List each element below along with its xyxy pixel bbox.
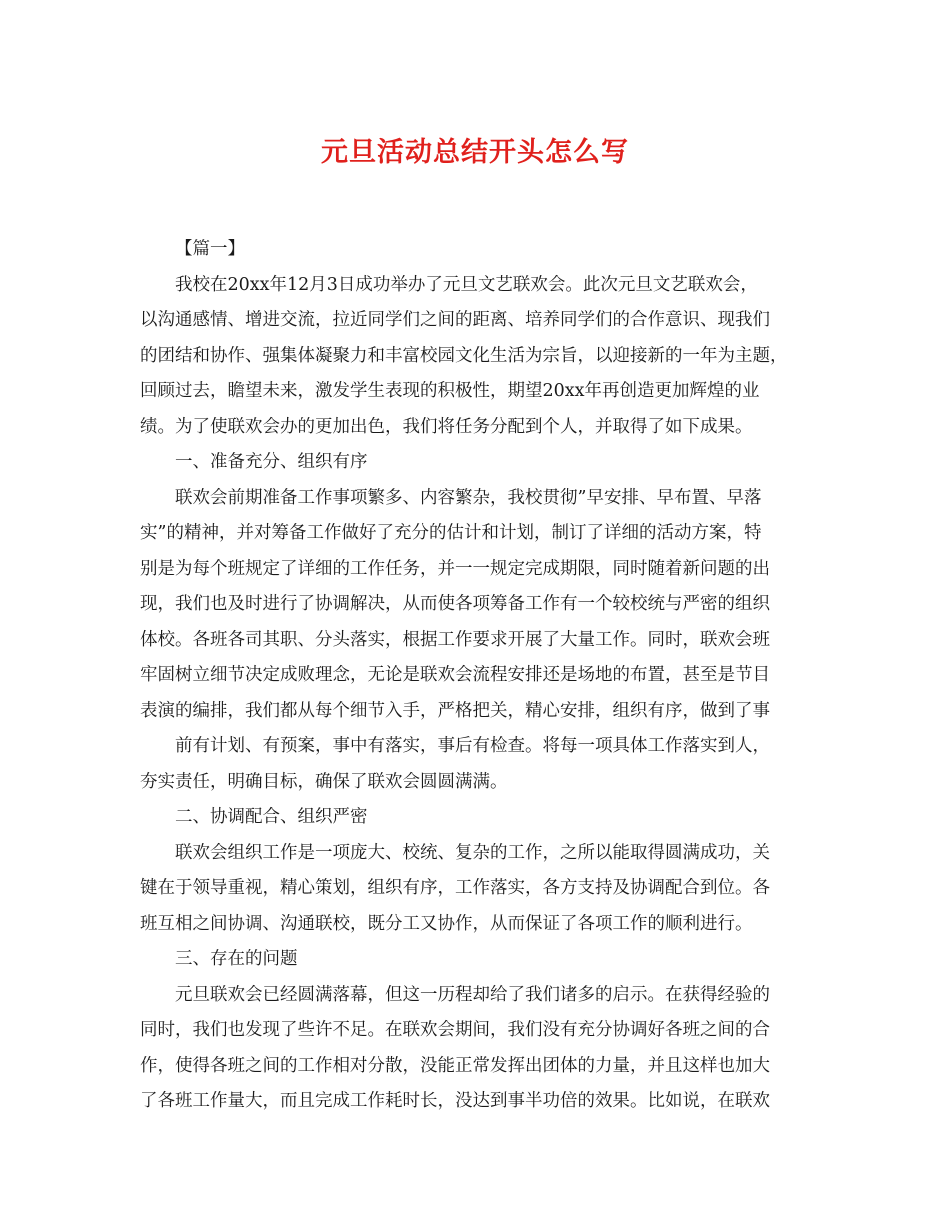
text-line: 实”的精神，并对筹备工作做好了充分的估计和计划，制订了详细的活动方案，特 <box>140 523 762 543</box>
text-line: 一、准备充分、组织有序 <box>175 452 368 472</box>
text-line: 班互相之间协调、沟通联校，既分工又协作，从而保证了各项工作的顺利进行。 <box>140 913 753 934</box>
text-line: 作，使得各班之间的工作相对分散，没能正常发挥出团体的力量，并且这样也加大 <box>140 1055 770 1076</box>
text-line: 同时，我们也发现了些许不足。在联欢会期间，我们没有充分协调好各班之间的合 <box>140 1020 770 1040</box>
text-line: 夯实责任，明确目标，确保了联欢会圆圆满满。 <box>140 771 508 792</box>
text-line: 【篇一】 <box>175 239 245 259</box>
text-line: 前有计划、有预案，事中有落实，事后有检查。将每一项具体工作落实到人， <box>175 736 770 756</box>
text-line: 别是为每个班规定了详细的工作任务，并一一规定完成期限，同时随着新问题的出 <box>140 558 770 579</box>
text-line: 体校。各班各司其职、分头落实，根据工作要求开展了大量工作。同时，联欢会班 <box>140 629 770 650</box>
text-line: 表演的编排，我们都从每个细节入手，严格把关，精心安排，组织有序，做到了事 <box>140 700 770 721</box>
document-title: 元旦活动总结开头怎么写 <box>321 137 629 168</box>
text-line: 联欢会组织工作是一项庞大、校统、复杂的工作，之所以能取得圆满成功，关 <box>175 842 770 863</box>
text-line: 我校在20xx年12月3日成功举办了元旦文艺联欢会。此次元旦文艺联欢会， <box>175 274 758 295</box>
text-line: 回顾过去，瞻望未来，激发学生表现的积极性，期望20xx年再创造更加辉煌的业 <box>140 381 760 401</box>
text-line: 二、协调配合、组织严密 <box>175 807 368 827</box>
text-line: 键在于领导重视，精心策划，组织有序，工作落实，各方支持及协调配合到位。各 <box>140 878 770 898</box>
text-line: 了各班工作量大，而且完成工作耗时长，没达到事半功倍的效果。比如说，在联欢 <box>140 1091 770 1111</box>
text-line: 现，我们也及时进行了协调解决，从而使各项筹备工作有一个较校统与严密的组织 <box>140 594 770 614</box>
text-line: 绩。为了使联欢会办的更加出色，我们将任务分配到个人，并取得了如下成果。 <box>140 416 753 437</box>
body-paragraphs <box>140 232 830 1120</box>
text-line: 牢固树立细节决定成败理念，无论是联欢会流程安排还是场地的布置，甚至是节目 <box>140 665 770 685</box>
text-line: 元旦联欢会已经圆满落幕，但这一历程却给了我们诸多的启示。在获得经验的 <box>175 984 770 1005</box>
text-line: 联欢会前期准备工作事项繁多、内容繁杂，我校贯彻”早安排、早布置、早落 <box>175 487 762 508</box>
document-body <box>140 232 830 1120</box>
text-line: 的团结和协作、强集体凝聚力和丰富校园文化生活为宗旨，以迎接新的一年为主题， <box>140 345 788 366</box>
text-line: 三、存在的问题 <box>175 949 298 969</box>
text-line: 以沟通感情、增进交流，拉近同学们之间的距离、培养同学们的合作意识、现我们 <box>140 310 770 330</box>
